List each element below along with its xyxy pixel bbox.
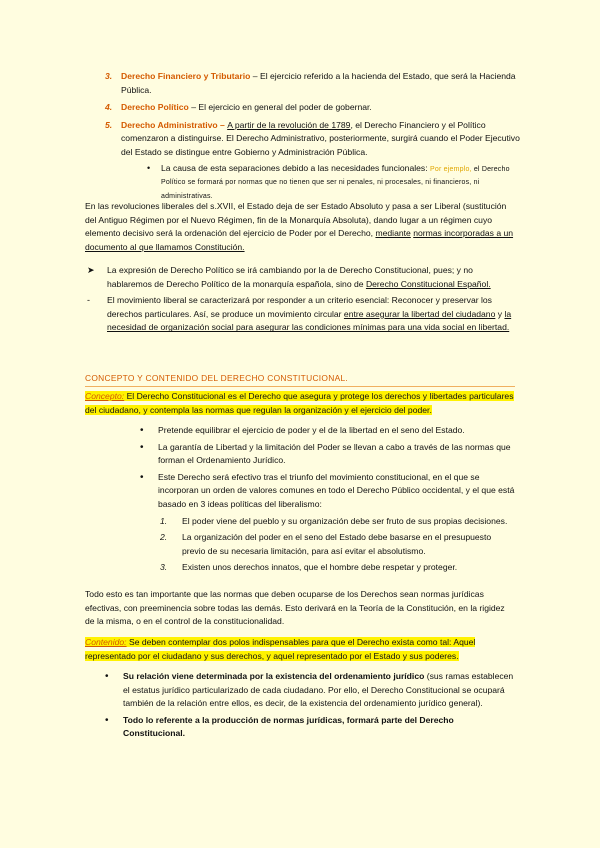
idea-item: 1. El poder viene del pueblo y su organización debe ser fruto de sus propias decisiones. xyxy=(160,515,508,526)
contenido-label: Contenido: xyxy=(85,637,127,647)
concepto-label: Concepto: xyxy=(85,391,125,401)
paragraph-importante: Todo esto es tan importante que las normas que deben ocuparse de los Derechos sean normas jurídicas efectivas, con preeminencia sobre todas las demás. Esto derivará en la Teoría de la Constitución, en la rigidez de la misma, o en el control de la constitucionalidad. xyxy=(85,589,505,627)
item-text: , el Derecho Financiero y el Político comenzaron a distinguirse. El Derecho Administrativo, posteriormente, surgirá cuando el Poder Ejecutivo del Estado se distingue entre Gobierno y Administración Pública. xyxy=(121,119,520,157)
item-title: Derecho Administrativo – xyxy=(121,119,228,130)
bullet-list-1 xyxy=(140,424,515,578)
item-text: – El ejercicio referido a la hacienda del Estado, que será la Hacienda Pública. xyxy=(121,71,516,95)
paragraph-revoluciones: En las revoluciones liberales del s.XVII, el Estado deja de ser Estado Absoluto y pasa a ser Liberal (sustitución del Antiguo Régimen por el Nuevo Régimen, fin de la Monarquía Absoluta), dando lugar a un régimen cuyo elemento decisivo será la ordenación del ejercicio de Poder por el Derecho, mediante normas incorporadas a un documento al que llamamos Constitución. xyxy=(85,201,514,252)
section-title: CONCEPTO Y CONTENIDO DEL DERECHO CONSTITUCIONAL. xyxy=(85,372,515,387)
idea-item: 2. La organización del poder en el seno del Estado debe basarse en el presupuesto previo de su necesaria limitación, para así evitar el absolutismo. xyxy=(160,532,492,556)
sub-bullet-note: Por ejemplo, xyxy=(429,165,472,173)
bullet-list-2 xyxy=(105,670,515,744)
list-item: • Este Derecho será efectivo tras el triunfo del movimiento constitucional, en el que se incorporan un orden de valores comunes en todo el Derecho Público occidental, y el que está basado en 3 ideas políticas del liberalismo: xyxy=(140,471,515,512)
dash-marker: - xyxy=(87,295,90,306)
list-item-4 xyxy=(105,101,530,115)
dash-item: - El movimiento liberal se caracterizará por responder a un criterio esencial: Reconocer y preservar los derechos particulares. Así, se produce un movimiento circular entre asegurar la libertad del ciudadano y la necesidad de organización social para asegurar las condiciones mínimas para una vida social en libertad. xyxy=(87,295,512,333)
marker-list xyxy=(85,264,515,338)
list-item: • La garantía de Libertad y la limitación del Poder se llevan a cabo a través de las normas que forman el Ordenamiento Jurídico. xyxy=(140,441,515,468)
arrow-item: ➤ La expresión de Derecho Político se irá cambiando por la de Derecho Constitucional, pues; y no hablaremos de Derecho Político de la monarquía española, sino de Derecho Constitucional Español. xyxy=(87,265,491,289)
item-title: Derecho Político xyxy=(121,102,189,113)
item-number: 3. xyxy=(105,71,113,81)
list-item-5 xyxy=(105,119,530,203)
item-number: 5. xyxy=(105,119,113,130)
item-number: 4. xyxy=(105,102,113,113)
ideas-list xyxy=(160,515,515,575)
concepto-paragraph: Concepto: El Derecho Constitucional es el Derecho que asegura y protege los derechos y libertades particulares del ciudadano, y contempla las normas que regulan la organización y el ejercicio del poder. xyxy=(85,391,514,415)
numbered-list xyxy=(105,70,530,206)
item-title: Derecho Financiero y Tributario xyxy=(121,71,251,81)
idea-item: 3. Existen unos derechos innatos, que el hombre debe respetar y proteger. xyxy=(160,562,458,573)
item-underlined: A partir de la revolución de 1789 xyxy=(227,119,351,130)
arrow-icon: ➤ xyxy=(87,265,95,275)
contenido-paragraph: Contenido: Se deben contemplar dos polos indispensables para que el Derecho exista como tal: Aquel representado por el ciudadano y sus derechos, y aquel representado por el Estado y sus poderes. xyxy=(85,637,476,661)
sub-bullet xyxy=(143,162,530,203)
list-item-3 xyxy=(105,70,530,97)
list-item: • Pretende equilibrar el ejercicio de poder y el de la libertad en el seno del Estado. xyxy=(140,424,515,438)
sub-bullet-small: el Derecho Político se formará por normas que no tienen que ser ni penales, ni procesales, ni financieros, ni administrativas. xyxy=(161,165,510,200)
sub-bullet-lead: La causa de esta separaciones debido a las necesidades funcionales: xyxy=(161,162,430,173)
item-text: – El ejercicio en general del poder de gobernar. xyxy=(188,102,372,113)
list-item: • Su relación viene determinada por la existencia del ordenamiento jurídico (sus ramas establecen el estatus jurídico particularizado de cada ciudadano. Por ello, el Derecho Constitucional se ocupará también de la relación entre ellos, es decir, de la existencia del ordenamiento jurídico general). xyxy=(105,670,515,711)
list-item: • Todo lo referente a la producción de normas jurídicas, formará parte del Derecho Constitucional. xyxy=(105,714,515,741)
